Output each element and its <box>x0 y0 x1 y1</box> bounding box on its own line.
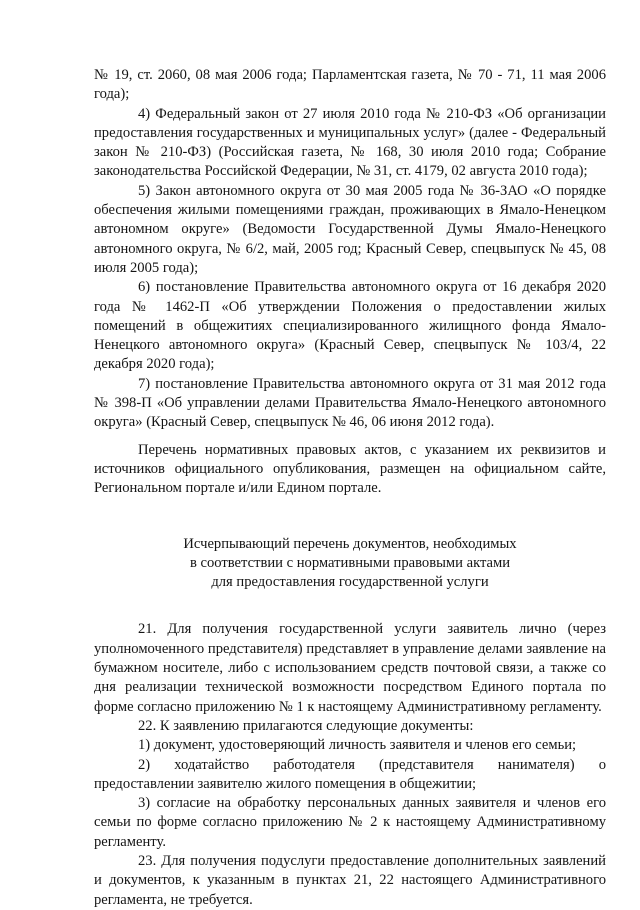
list-item-identity-document: 1) документ, удостоверяющий личность заявителя и членов его семьи; <box>138 737 577 754</box>
heading-line-1: Исчерпывающий перечень документов, необходимых <box>183 535 517 552</box>
paragraph-acts-list-publication: Перечень нормативных правовых актов, с указанием их реквизитов и источников официального опубликования, размещен на официальном сайте, Региональном портале и/или Едином портале. <box>94 441 606 497</box>
paragraph-resolution-398: 7) постановление Правительства автономного округа от 31 мая 2012 года № 398-П «Об управлении делами Правительства Ямало-Ненецкого автономного округа» (Красный Север, спецвыпуск № 46, 06 июня 2012 года). <box>94 375 606 431</box>
heading-line-2: в соответствии с нормативными правовыми актами <box>189 554 511 571</box>
heading-line-3: для предоставления государственной услуги <box>211 574 489 591</box>
paragraph-22: 22. К заявлению прилагаются следующие документы: <box>138 717 474 734</box>
paragraph-federal-law-210: 4) Федеральный закон от 27 июля 2010 года № 210-ФЗ «Об организации предоставления государственных и муниципальных услуг» (далее - Федеральный закон № 210-ФЗ) (Российская газета, № 168, 30 июля 2010 года; Собрание законодательства Российской Федерации, № 31, ст. 4179, 02 августа 2010 года); <box>94 105 606 180</box>
paragraph-district-law-36: 5) Закон автономного округа от 30 мая 2005 года № 36-ЗАО «О порядке обеспечения жилыми помещениями граждан, проживающих в Ямало-Ненецком автономном округе» (Ведомости Государственной Думы Ямало-Ненецкого автономного округа, № 6/2, май, 2005 год; Красный Север, спецвыпуск № 45, 08 июля 2005 года); <box>94 182 606 276</box>
paragraph-21: 21. Для получения государственной услуги заявитель лично (через уполномоченного представителя) представляет в управление делами заявление на бумажном носителе, либо с использованием средств почтовой связи, а также со дня реализации технической возможности посредством Единого портала по форме согласно приложению № 1 к настоящему Административному регламенту. <box>94 621 606 715</box>
section-legal-acts <box>94 66 606 499</box>
section-documents <box>94 620 606 909</box>
paragraph-continuation: № 19, ст. 2060, 08 мая 2006 года; Парламентская газета, № 70 - 71, 11 мая 2006 года); <box>94 67 606 103</box>
list-item-employer-petition: 2) ходатайство работодателя (представителя нанимателя) о предоставлении заявителю жилого помещения в общежитии; <box>94 756 606 792</box>
section-heading <box>94 535 606 593</box>
paragraph-23: 23. Для получения подуслуги предоставление дополнительных заявлений и документов, к указанным в пунктах 21, 22 настоящего Административного регламента, не требуется. <box>94 852 606 908</box>
list-item-data-consent: 3) согласие на обработку персональных данных заявителя и членов его семьи по форме согласно приложению № 2 к настоящему Административному регламенту. <box>94 795 606 850</box>
paragraph-resolution-1462: 6) постановление Правительства автономного округа от 16 декабря 2020 года № 1462-П «Об утверждении Положения о предоставлении жилых помещений в общежитиях специализированного жилищного фонда Ямало-Ненецкого автономного округа» (Красный Север, спецвыпуск № 103/4, 22 декабря 2020 года); <box>94 279 606 373</box>
